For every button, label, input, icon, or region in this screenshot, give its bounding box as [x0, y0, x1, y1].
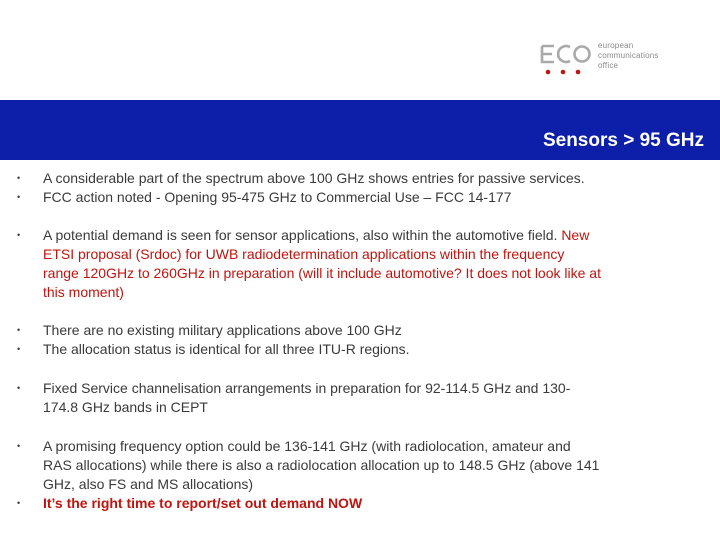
bullet-text-part: A potential demand is seen for sensor applications, also within the automotive field.: [43, 227, 558, 243]
bullet-text: The allocation status is identical for all three ITU-R regions.: [43, 341, 410, 357]
bullet-text-highlight: range 120GHz to 260GHz in preparation (will it include automotive? It does not look like at: [43, 265, 601, 281]
bullet-text-highlight: ETSI proposal (Srdoc) for UWB radiodetermination applications within the frequency: [43, 246, 565, 262]
bullet-marker: •: [17, 344, 21, 354]
logo-text-line: office: [598, 61, 619, 70]
bullet-marker: •: [17, 383, 21, 393]
logo-text-line: communications: [598, 51, 659, 60]
slide-title: Sensors > 95 GHz: [542, 130, 704, 151]
bullet-text: There are no existing military applications above 100 GHz: [43, 322, 402, 338]
bullet-text: 174.8 GHz bands in CEPT: [43, 399, 208, 415]
bullet-marker: •: [17, 230, 21, 240]
bullet-marker: •: [17, 173, 21, 183]
bullet-text-call-to-action: It’s the right time to report/set out demand NOW: [43, 495, 363, 511]
bullet-marker: •: [17, 441, 21, 451]
bullet-text: A promising frequency option could be 136-141 GHz (with radiolocation, amateur and: [43, 438, 571, 454]
bullet-text-highlight: this moment): [43, 284, 124, 300]
bullet-text: FCC action noted - Opening 95-475 GHz to Commercial Use – FCC 14-177: [43, 189, 512, 205]
bullet-text: Fixed Service channelisation arrangements in preparation for 92-114.5 GHz and 130-: [43, 380, 571, 396]
bullet-text-highlight: New: [561, 227, 590, 243]
bullet-marker: •: [17, 325, 21, 335]
bullet-text: [43, 226, 693, 245]
bullet-text: GHz, also FS and MS allocations): [43, 476, 254, 492]
logo-text-line: european: [598, 41, 634, 50]
bullet-marker: •: [17, 192, 21, 202]
bullet-text: A considerable part of the spectrum above 100 GHz shows entries for passive services.: [43, 170, 585, 186]
bullet-marker: •: [17, 498, 21, 508]
bullet-text: RAS allocations) while there is also a radiolocation allocation up to 148.5 GHz (above 141: [43, 457, 600, 473]
